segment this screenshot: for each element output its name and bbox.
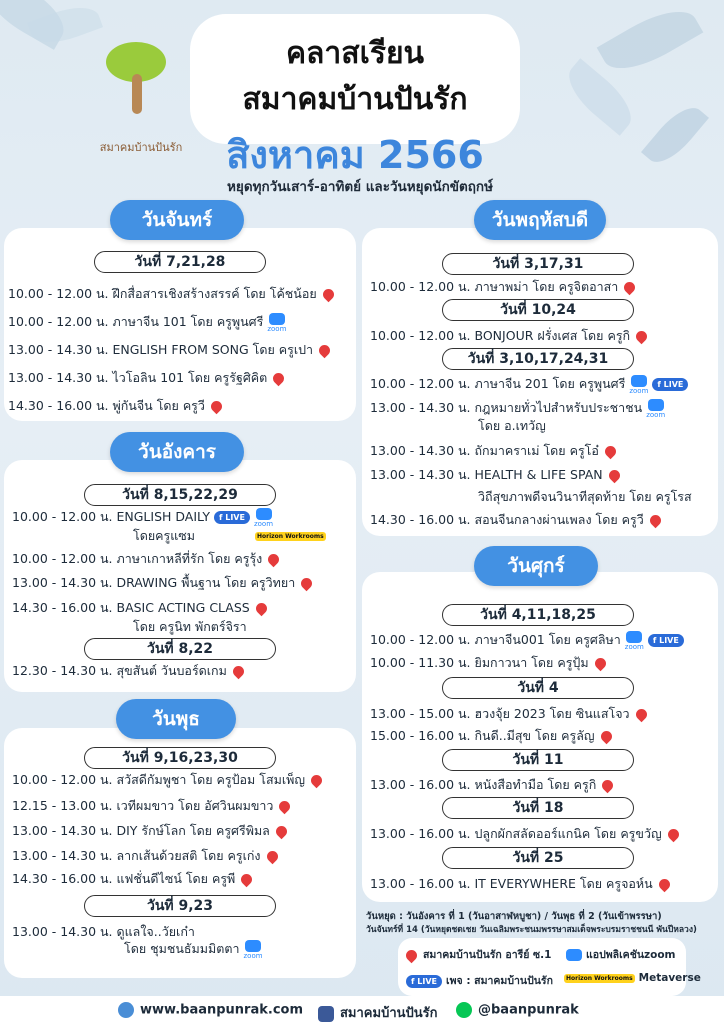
schedule-row-detail: โดย ชุมชนธัมมมิตตา zoom — [124, 941, 263, 960]
footer-line[interactable]: @baanpunrak — [456, 1002, 579, 1018]
wednesday-date-2: วันที่ 9,23 — [84, 895, 276, 917]
location-pin-icon — [320, 287, 336, 303]
zoom-icon: zoom — [646, 399, 665, 419]
page-title-line2: สมาคมบ้านปันรัก — [242, 82, 468, 117]
schedule-row-detail: โดย อ.เทวัญ — [478, 418, 546, 433]
schedule-row: 13.00 - 14.30 น. ถักมาคราเม่ โดย ครูโอ๋ — [370, 441, 616, 461]
schedule-row-detail: โดย ครูนิท พักตร์จิรา — [133, 619, 247, 634]
location-pin-icon — [299, 576, 315, 592]
location-pin-icon — [253, 601, 269, 617]
thursday-date-2: วันที่ 10,24 — [442, 299, 634, 321]
schedule-row: 10.00 - 12.00 น. ภาษาเกาหลีที่รัก โดย ครูรุ้ง — [12, 549, 279, 569]
schedule-row: 13.00 - 14.30 น. DRAWING พื้นฐาน โดย ครูวิทยา — [12, 573, 312, 593]
schedule-row: 10.00 - 11.30 น. ยิมกาวนา โดย ครูปุ้ม — [370, 653, 606, 673]
schedule-row: 10.00 - 12.00 น. BONJOUR ฝรั่งเศส โดย ครูกิ — [370, 326, 647, 346]
schedule-row: 10.00 - 12.00 น. ENGLISH DAILY f LIVE zoom — [12, 509, 274, 528]
location-pin-icon — [592, 656, 608, 672]
location-pin-icon — [309, 773, 325, 789]
monday-pill: วันจันทร์ — [110, 200, 244, 240]
zoom-icon: zoom — [254, 508, 273, 528]
facebook-icon — [318, 1006, 334, 1022]
holiday-subtitle: หยุดทุกวันเสาร์-อาทิตย์ และวันหยุดนักขัตฤกษ์ — [227, 179, 493, 195]
location-pin-icon — [404, 947, 420, 963]
line-icon — [456, 1002, 472, 1018]
schedule-row: 14.30 - 16.00 น. BASIC ACTING CLASS — [12, 598, 267, 618]
schedule-row: 13.00 - 16.00 น. ปลูกผักสลัดออร์แกนิค โดย ครูขวัญ — [370, 824, 679, 844]
friday-date-2: วันที่ 4 — [442, 677, 634, 699]
tuesday-date: วันที่ 8,15,22,29 — [84, 484, 276, 506]
horizon-workrooms-icon: Horizon Workrooms — [257, 533, 324, 540]
location-pin-icon — [647, 513, 663, 529]
legend-box — [398, 938, 701, 996]
location-pin-icon — [633, 707, 649, 723]
tuesday-date-2: วันที่ 8,22 — [84, 638, 276, 660]
schedule-row: 13.00 - 14.30 น. กฎหมายทั่วไปสำหรับประชาชน zoom — [370, 400, 666, 419]
facebook-live-icon: f LIVE — [652, 378, 688, 391]
schedule-row: 13.00 - 14.30 น. DIY รักษ์โลก โดย ครูศรีพิมล — [12, 821, 287, 841]
globe-icon — [118, 1002, 134, 1018]
facebook-live-icon: f LIVE — [406, 975, 442, 988]
monday-date: วันที่ 7,21,28 — [94, 251, 266, 273]
schedule-row: 10.00 - 12.00 น. ภาษาพม่า โดย ครูจิตอาสา — [370, 277, 635, 297]
leaf-decoration — [558, 58, 641, 135]
footer-website[interactable]: www.baanpunrak.com — [118, 1002, 303, 1018]
location-pin-icon — [317, 343, 333, 359]
schedule-row: 14.30 - 16.00 น. พู่กันจีน โดย ครูวี — [8, 396, 222, 416]
location-pin-icon — [656, 877, 672, 893]
friday-pill: วันศุกร์ — [474, 546, 598, 586]
schedule-row: 13.00 - 14.30 น. ไวโอลิน 101 โดย ครูรัฐศิคิต — [8, 368, 284, 388]
zoom-icon: zoom — [629, 375, 648, 395]
location-pin-icon — [209, 399, 225, 415]
schedule-row: 10.00 - 12.00 น. ภาษาจีน001 โดย ครูศลิษา zoomf LIVE — [370, 630, 684, 651]
location-pin-icon — [274, 824, 290, 840]
legend-facebook: f LIVE เพจ : สมาคมบ้านปันรัก — [406, 972, 553, 989]
schedule-row-detail: โดยครูแซม Horizon Workrooms — [133, 528, 324, 543]
location-pin-icon — [665, 827, 681, 843]
leaf-decoration — [597, 0, 704, 82]
friday-date-1: วันที่ 4,11,18,25 — [442, 604, 634, 626]
leaf-decoration — [641, 99, 709, 172]
schedule-row: 13.00 - 14.30 น. HEALTH & LIFE SPAN — [370, 465, 620, 485]
location-pin-icon — [277, 799, 293, 815]
thursday-date-3: วันที่ 3,10,17,24,31 — [442, 348, 634, 370]
legend-zoom: แอปพลิเคชันzoom — [566, 946, 676, 963]
schedule-row: 10.00 - 12.00 น. สวัสดีกัมพูชา โดย ครูป้อม โสมเพ็ญ — [12, 770, 322, 790]
schedule-row: 13.00 - 14.30 น. ENGLISH FROM SONG โดย ครูเปา — [8, 340, 330, 360]
holiday-note-1: วันหยุด : วันอังคาร ที่ 1 (วันอาสาฬหบูชา) / วันพุธ ที่ 2 (วันเข้าพรรษา) — [366, 911, 662, 922]
wednesday-pill: วันพุธ — [116, 699, 236, 739]
facebook-live-icon: f LIVE — [648, 634, 684, 647]
schedule-row: 10.00 - 12.00 น. ภาษาจีน 101 โดย ครูพูนศรี zoom — [8, 314, 287, 333]
footer-bar — [0, 996, 724, 1024]
legend-place: สมาคมบ้านปันรัก อารีย์ ซ.1 — [406, 946, 551, 963]
friday-date-5: วันที่ 25 — [442, 847, 634, 869]
zoom-icon: zoom — [244, 940, 263, 960]
location-pin-icon — [266, 552, 282, 568]
location-pin-icon — [264, 849, 280, 865]
location-pin-icon — [239, 872, 255, 888]
schedule-row: 13.00 - 15.00 น. ฮวงจุ้ย 2023 โดย ซินแสโจว — [370, 704, 647, 724]
schedule-row: 14.30 - 16.00 น. แฟชั่นดีไซน์ โดย ครูพี — [12, 869, 252, 889]
location-pin-icon — [598, 729, 614, 745]
zoom-icon — [566, 949, 582, 961]
logo-text: สมาคมบ้านปันรัก — [99, 141, 183, 154]
legend-metaverse: Horizon Workrooms Metaverse — [566, 972, 701, 984]
thursday-date-1: วันที่ 3,17,31 — [442, 253, 634, 275]
month-title: สิงหาคม 2566 — [226, 133, 484, 177]
tuesday-pill: วันอังคาร — [110, 432, 244, 472]
location-pin-icon — [603, 444, 619, 460]
schedule-row: 15.00 - 16.00 น. กินดี..มีสุข โดย ครูลัญ — [370, 726, 612, 746]
schedule-row-detail: วิถีสุขภาพดีจนวินาทีสุดท้าย โดย ครูโรส — [478, 489, 692, 504]
schedule-row: 13.00 - 16.00 น. หนังสือทำมือ โดย ครูกิ — [370, 775, 613, 795]
schedule-row: 14.30 - 16.00 น. สอนจีนกลางผ่านเพลง โดย ครูวี — [370, 510, 661, 530]
friday-date-4: วันที่ 18 — [442, 797, 634, 819]
schedule-row: 13.00 - 16.00 น. IT EVERYWHERE โดย ครูจอห์น — [370, 874, 670, 894]
zoom-icon: zoom — [625, 631, 644, 651]
schedule-row: 13.00 - 14.30 น. ลากเส้นด้วยสติ โดย ครูเก่ง — [12, 846, 278, 866]
schedule-row: 10.00 - 12.00 น. ฝึกสื่อสารเชิงสร้างสรรค์ โดย โค้ชน้อย — [8, 284, 334, 304]
facebook-live-icon: f LIVE — [214, 511, 250, 524]
location-pin-icon — [634, 329, 650, 345]
zoom-icon: zoom — [267, 313, 286, 333]
footer-facebook[interactable]: สมาคมบ้านปันรัก — [318, 1002, 438, 1023]
location-pin-icon — [271, 371, 287, 387]
wednesday-date: วันที่ 9,16,23,30 — [84, 747, 276, 769]
friday-date-3: วันที่ 11 — [442, 749, 634, 771]
location-pin-icon — [600, 778, 616, 794]
thursday-pill: วันพฤหัสบดี — [474, 200, 606, 240]
location-pin-icon — [231, 664, 247, 680]
association-logo — [92, 40, 188, 160]
location-pin-icon — [622, 280, 638, 296]
holiday-note-2: วันจันทร์ที่ 14 (วันหยุดชดเชย วันเฉลิมพระชนมพรรษาสมเด็จพระบรมราชชนนี พันปีหลวง) — [366, 925, 697, 935]
horizon-workrooms-icon: Horizon Workrooms — [566, 974, 633, 982]
schedule-row: 12.30 - 14.30 น. สุขสันต์ วันบอร์ดเกม — [12, 661, 244, 681]
page-title-line1: คลาสเรียน — [285, 36, 425, 71]
schedule-row: 12.15 - 13.00 น. เวทีผมขาว โดย อัศวินผมขาว — [12, 796, 290, 816]
schedule-row: 13.00 - 14.30 น. ดูแลใจ..วัยเก๋า — [12, 924, 195, 939]
schedule-row: 10.00 - 12.00 น. ภาษาจีน 201 โดย ครูพูนศรี zoomf LIVE — [370, 374, 688, 395]
location-pin-icon — [606, 468, 622, 484]
